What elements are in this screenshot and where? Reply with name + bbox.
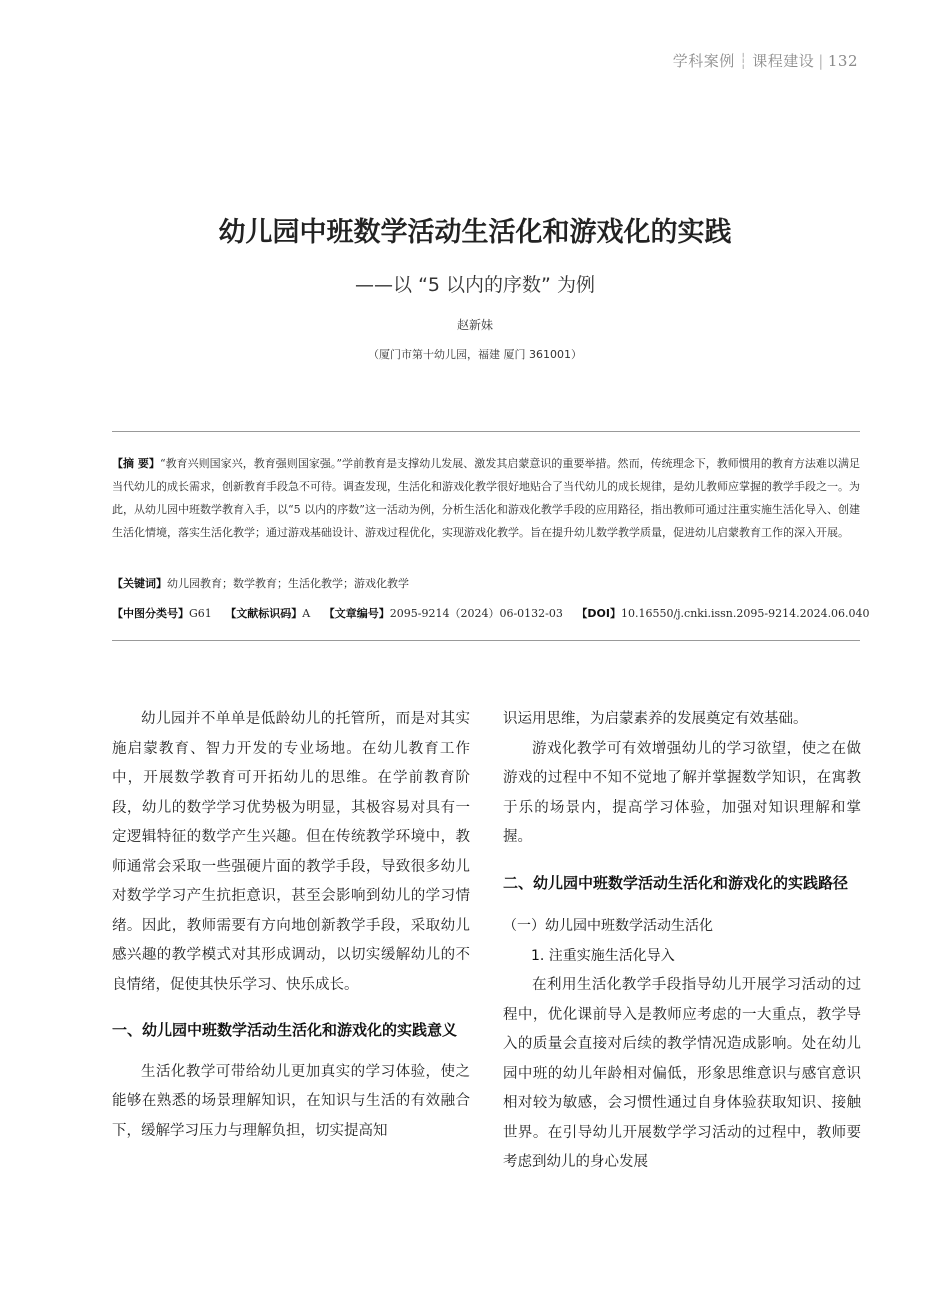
page-number: 132: [827, 52, 858, 70]
header-section: 课程建设: [752, 52, 815, 70]
top-divider: [112, 431, 860, 432]
doi-label: 【DOI】: [576, 607, 621, 620]
keywords: [112, 575, 860, 593]
section-heading: 二、幼儿园中班数学活动生活化和游戏化的实践路径: [503, 873, 849, 892]
header-divider: ┆: [738, 52, 749, 70]
bottom-divider: [112, 640, 860, 641]
subsection-heading: （一）幼儿园中班数学活动生活化: [503, 918, 713, 934]
article-number-label: 【文章编号】: [323, 607, 390, 620]
clc-label: 【中图分类号】: [112, 607, 189, 620]
body-column-right: [503, 705, 861, 1178]
body-paragraph: 识运用思维，为启蒙素养的发展奠定有效基础。: [503, 711, 808, 727]
keywords-label: 【关键词】: [112, 577, 167, 590]
header-category: 学科案例: [672, 52, 735, 70]
abstract-text: “教育兴则国家兴，教育强则国家强。”学前教育是支撑幼儿发展、激发其启蒙意识的重要举措。然而，传统理念下，教师惯用的教育方法难以满足当代幼儿的成长需求，创新教育手段急不可待。调查发现，生活化和游戏化教学很好地贴合了当代幼儿的成长规律，是幼儿教师应掌握的教学手段之一。为此，从幼儿园中班数学教育入手，以“5 以内的序数”这一活动为例，分析生活化和游戏化教学手段的应用路径，指出教师可通过注重实施生活化导入、创建生活化情境，落实生活化教学；通过游戏基础设计、游戏过程优化，实现游戏化教学。旨在提升幼儿数学教学质量，促进幼儿启蒙教育工作的深入开展。: [112, 457, 860, 539]
keywords-text: 幼儿园教育；数学教育；生活化教学；游戏化教学: [167, 577, 409, 590]
body-paragraph: 生活化教学可带给幼儿更加真实的学习体验，使之能够在熟悉的场景理解知识，在知识与生活的有效融合下，缓解学习压力与理解负担，切实提高知: [112, 1063, 470, 1139]
doi-value: 10.16550/j.cnki.issn.2095-9214.2024.06.040: [620, 607, 870, 620]
article-number-value: 2095-9214（2024）06-0132-03: [389, 607, 563, 620]
doc-code-label: 【文献标识码】: [225, 607, 303, 620]
clc-value: G61: [189, 607, 212, 620]
running-head: [673, 50, 858, 71]
body-paragraph: 在利用生活化教学手段指导幼儿开展学习活动的过程中，优化课前导入是教师应考虑的一大重点，教学导入的质量会直接对后续的教学情况造成影响。处在幼儿园中班的幼儿年龄相对偏低，形象思维意识与感官意识相对较为敏感，会习惯性通过自身体验获取知识、接触世界。在引导幼儿开展数学学习活动的过程中，教师要考虑到幼儿的身心发展: [503, 977, 861, 1170]
author-affiliation: （厦门市第十幼儿园，福建 厦门 361001）: [368, 348, 582, 361]
header-divider: |: [818, 52, 824, 70]
abstract-label: 【摘 要】: [112, 457, 160, 470]
article-title: 幼儿园中班数学活动生活化和游戏化的实践: [218, 217, 732, 248]
section-heading: 一、幼儿园中班数学活动生活化和游戏化的实践意义: [112, 1021, 458, 1039]
author-name: 赵新妹: [456, 318, 493, 332]
body-paragraph: 幼儿园并不单单是低龄幼儿的托管所，而是对其实施启蒙教育、智力开发的专业场地。在幼儿教育工作中，开展数学教育可开拓幼儿的思维。在学前教育阶段，幼儿的数学学习优势极为明显，其极容易对具有一定逻辑特征的数学产生兴趣。但在传统教学环境中，教师通常会采取一些强硬片面的教学手段，导致很多幼儿对数学学习产生抗拒意识，甚至会影响到幼儿的学习情绪。因此，教师需要有方向地创新教学手段，采取幼儿感兴趣的教学模式对其形成调动，以切实缓解幼儿的不良情绪，促使其快乐学习、快乐成长。: [112, 711, 470, 993]
body-paragraph: 游戏化教学可有效增强幼儿的学习欲望，使之在做游戏的过程中不知不觉地了解并掌握数学知识，在寓教于乐的场景内，提高学习体验，加强对知识理解和掌握。: [503, 740, 861, 845]
body-column-left: [112, 705, 470, 1146]
subsubsection-heading: 1. 注重实施生活化导入: [531, 947, 675, 964]
doc-code-value: A: [302, 607, 311, 620]
article-meta: [112, 605, 870, 623]
abstract: [112, 452, 860, 544]
article-subtitle: ——以 “5 以内的序数” 为例: [355, 274, 595, 296]
